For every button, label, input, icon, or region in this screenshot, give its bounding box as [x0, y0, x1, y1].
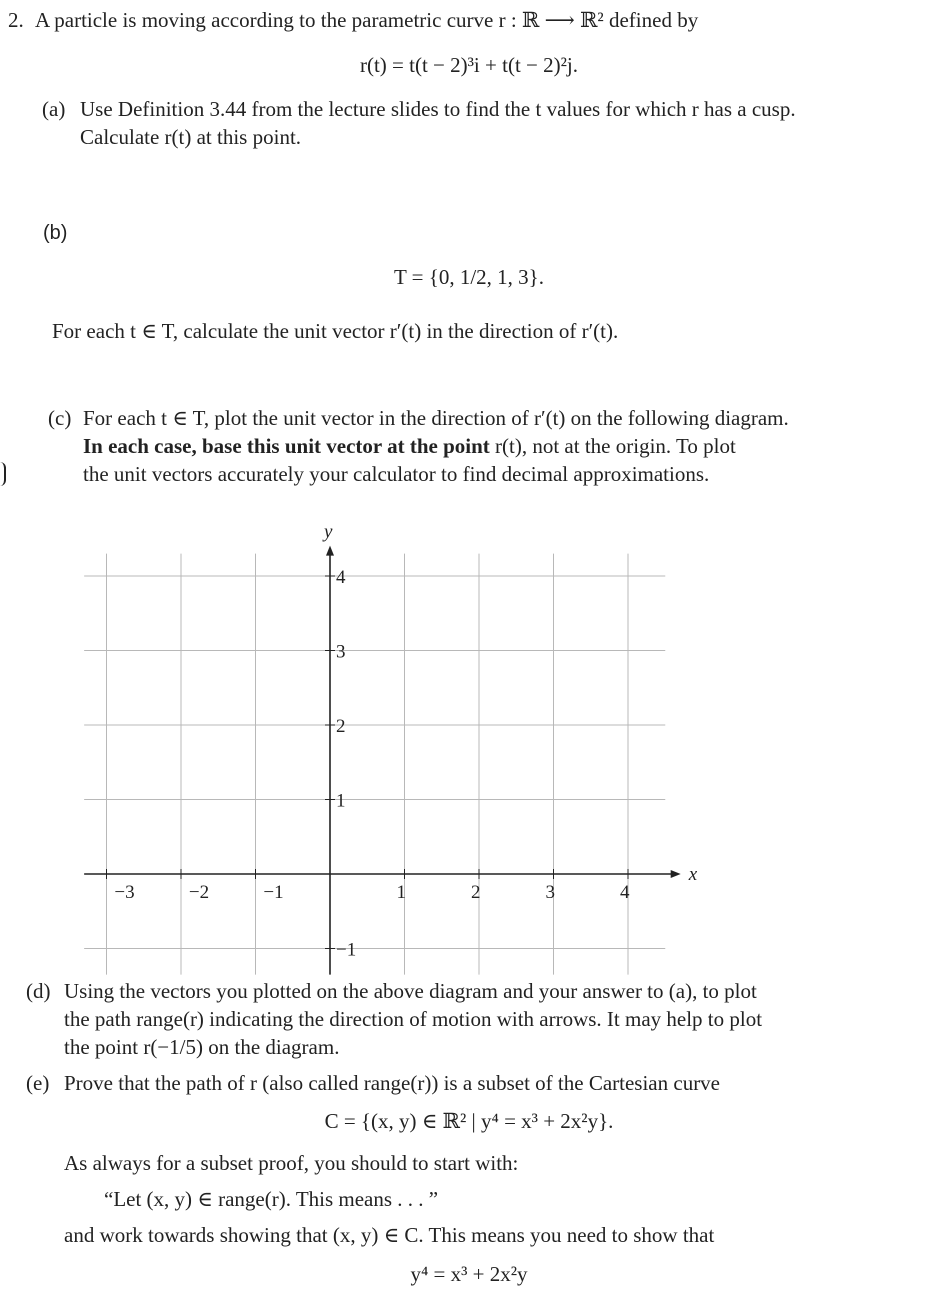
part-d-line1: Using the vectors you plotted on the above diagram and your answer to (a), to plot — [64, 979, 757, 1003]
question-intro — [8, 8, 698, 33]
part-c-line1: For each t ∈ T, plot the unit vector in the direction of r′(t) on the following diagram. — [83, 406, 789, 430]
part-d-line3: the point r(−1/5) on the diagram. — [64, 1035, 340, 1059]
definition-equation: r(t) = t(t − 2)³i + t(t − 2)²j. — [359, 53, 578, 77]
y-axis-arrow — [326, 546, 334, 556]
part-e-label: (e) — [26, 1071, 50, 1095]
x-tick-label: 4 — [620, 882, 630, 903]
part-c-line2-bold: In each case, base this unit vector at the point — [83, 434, 490, 458]
y-tick-label: −1 — [336, 939, 357, 961]
x-tick-label: 2 — [471, 882, 481, 903]
part-c-line3: the unit vectors accurately your calculator to find decimal approximations. — [83, 462, 710, 486]
part-a-line1: Use Definition 3.44 from the lecture slides to find the t values for which r has a cusp. — [80, 97, 796, 121]
x-tick-label: −3 — [114, 882, 135, 903]
part-b-label: (b) — [43, 222, 68, 244]
tick-labels — [114, 567, 630, 961]
final-equation: y⁴ = x³ + 2x²y — [410, 1262, 528, 1286]
x-tick-label: −2 — [188, 882, 210, 903]
x-axis-label: x — [688, 864, 698, 885]
y-axis-label: y — [324, 521, 333, 543]
x-tick-label: 3 — [545, 882, 555, 903]
part-c-line2-rest: r(t), not at the origin. To plot — [495, 434, 736, 458]
x-tick-label: 1 — [396, 882, 406, 903]
margin-bracket — [0, 462, 6, 486]
axes — [84, 546, 681, 975]
part-c-label: (c) — [48, 406, 72, 430]
x-axis-arrow — [671, 870, 681, 878]
part-b-instruction: For each t ∈ T, calculate the unit vector r′(t) in the direction of r′(t). — [52, 319, 619, 343]
part-d-line2: the path range(r) indicating the direction of motion with arrows. It may help to plot — [64, 1007, 763, 1031]
part-c-line2 — [83, 434, 736, 459]
part-e-line2: As always for a subset proof, you should to start with: — [64, 1151, 519, 1175]
curve-equation: C = {(x, y) ∈ ℝ² | y⁴ = x³ + 2x²y}. — [324, 1109, 614, 1133]
part-d-label: (d) — [26, 979, 51, 1003]
question-intro-map: r : ℝ ⟶ ℝ² defined by — [498, 8, 699, 32]
part-a-line2: Calculate r(t) at this point. — [80, 125, 302, 149]
coordinate-grid — [0, 520, 938, 980]
x-tick-label: −1 — [263, 882, 284, 903]
question-number: 2. — [8, 8, 24, 32]
y-tick-label: 1 — [336, 790, 346, 812]
grid-lines — [84, 554, 665, 975]
part-a-label: (a) — [42, 97, 66, 121]
y-tick-label: 3 — [336, 641, 346, 663]
part-e-line1: Prove that the path of r (also called range(r)) is a subset of the Cartesian curve — [64, 1071, 721, 1095]
set-equation: T = {0, 1/2, 1, 3}. — [393, 265, 545, 289]
y-tick-label: 4 — [336, 567, 346, 588]
y-tick-label: 2 — [336, 716, 346, 737]
part-e-line3: and work towards showing that (x, y) ∈ C. This means you need to show that — [64, 1223, 715, 1247]
part-e-quote: “Let (x, y) ∈ range(r). This means . . . ” — [104, 1187, 439, 1211]
question-intro-text: A particle is moving according to the parametric curve — [35, 8, 494, 32]
